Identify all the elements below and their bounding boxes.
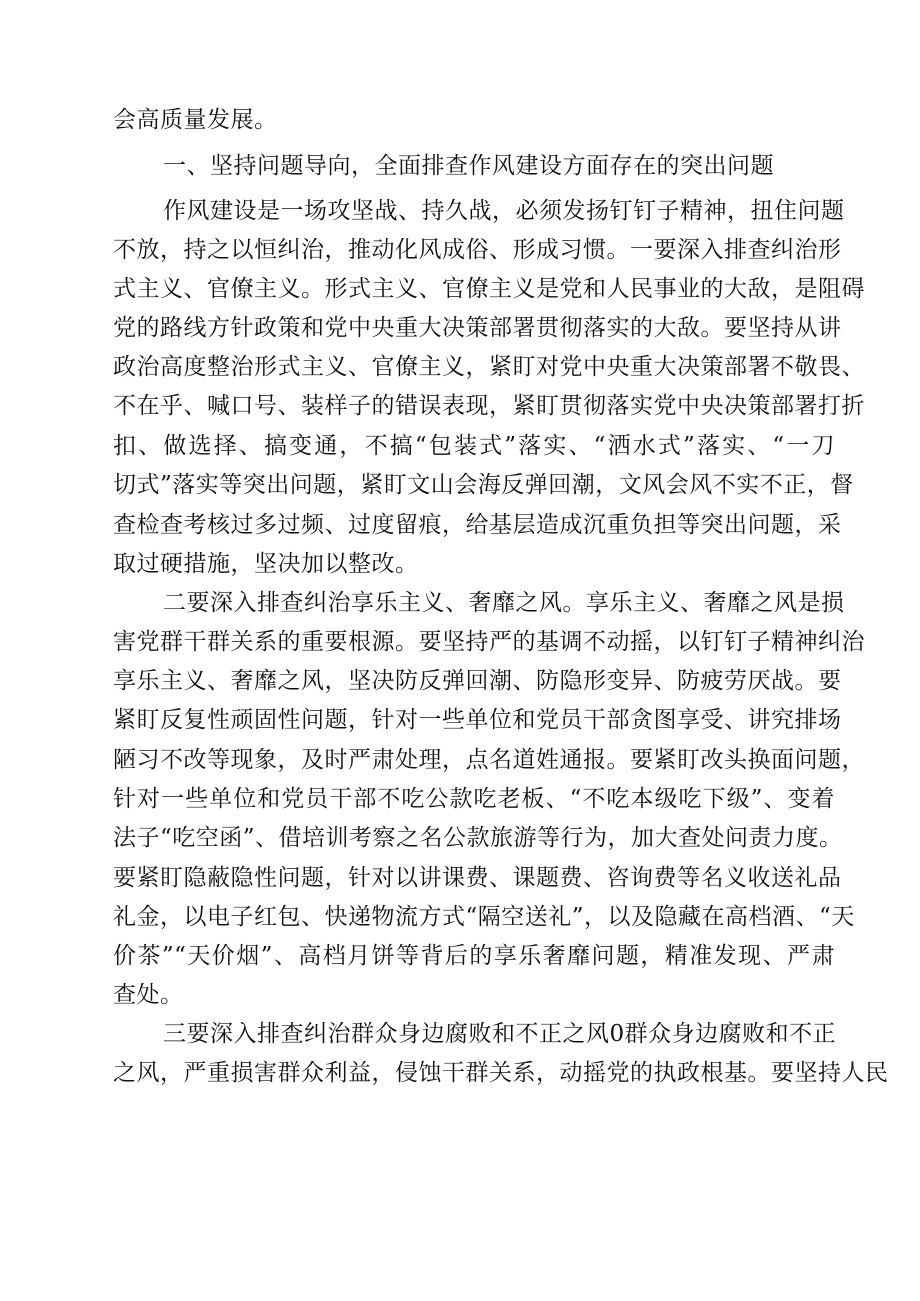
text-line: 会高质量发展。	[113, 107, 278, 133]
text-line: 二要深入排查纠治享乐主义、奢靡之风。享乐主义、奢靡之风是损	[163, 590, 845, 616]
text-line: 要紧盯隐蔽隐性问题，针对以讲课费、课题费、咨询费等名义收送礼品	[113, 865, 842, 891]
text-line: 切式”落实等突出问题，紧盯文山会海反弹回潮，文风会风不实不正，督	[113, 472, 854, 498]
text-line: 党的路线方针政策和党中央重大决策部署贯彻落实的大敌。要坚持从讲	[113, 315, 842, 341]
text-line: 作风建设是一场攻坚战、持久战，必须发扬钉钉子精神，扭住问题	[163, 198, 845, 224]
text-line: 针对一些单位和党员干部不吃公款吃老板、“不吃本级吃下级”、变着	[113, 786, 835, 812]
text-line: 政治高度整治形式主义、官僚主义，紧盯对党中央重大决策部署不敬畏、	[113, 354, 865, 380]
text-line: 取过硬措施，坚决加以整改。	[113, 551, 419, 577]
text-line: 查检查考核过多过频、过度留痕，给基层造成沉重负担等突出问题，采	[113, 512, 842, 538]
text-line: 扣、做选择、搞变通，不搞“包装式”落实、“洒水式”落实、“一刀	[113, 433, 835, 459]
text-line: 享乐主义、奢靡之风，坚决防反弹回潮、防隐形变异、防疲劳厌战。要	[113, 668, 842, 694]
text-line: 查处。	[113, 982, 184, 1008]
text-line: 礼金，以电子红包、快递物流方式“隔空送礼”，以及隐藏在高档酒、“天	[113, 904, 855, 930]
text-line: 式主义、官僚主义。形式主义、官僚主义是党和人民事业的大敌，是阻碍	[113, 276, 865, 302]
text-line: 陋习不改等现象，及时严肃处理，点名道姓通报。要紧盯改头换面问题，	[113, 747, 865, 773]
text-line: 三要深入排查纠治群众身边腐败和不正之风0群众身边腐败和不正	[163, 1021, 837, 1047]
text-line: 法子“吃空函”、借培训考察之名公款旅游等行为，加大查处问责力度。	[113, 825, 843, 851]
text-line: 害党群干群关系的重要根源。要坚持严的基调不动摇，以钉钉子精神纠治	[113, 629, 865, 655]
text-line: 不在乎、喊口号、装样子的错误表现，紧盯贯彻落实党中央决策部署打折	[113, 393, 865, 419]
text-line: 之风，严重损害群众利益，侵蚀干群关系，动摇党的执政根基。要坚持人民	[113, 1060, 889, 1086]
text-line: 不放，持之以恒纠治，推动化风成俗、形成习惯。一要深入排查纠治形	[113, 237, 842, 263]
text-line: 紧盯反复性顽固性问题，针对一些单位和党员干部贪图享受、讲究排场	[113, 707, 842, 733]
text-line: 价茶”“天价烟”、高档月饼等背后的享乐奢靡问题，精准发现、严肃	[113, 943, 835, 969]
section-heading: 一、坚持问题导向，全面排查作风建设方面存在的突出问题	[163, 153, 774, 179]
